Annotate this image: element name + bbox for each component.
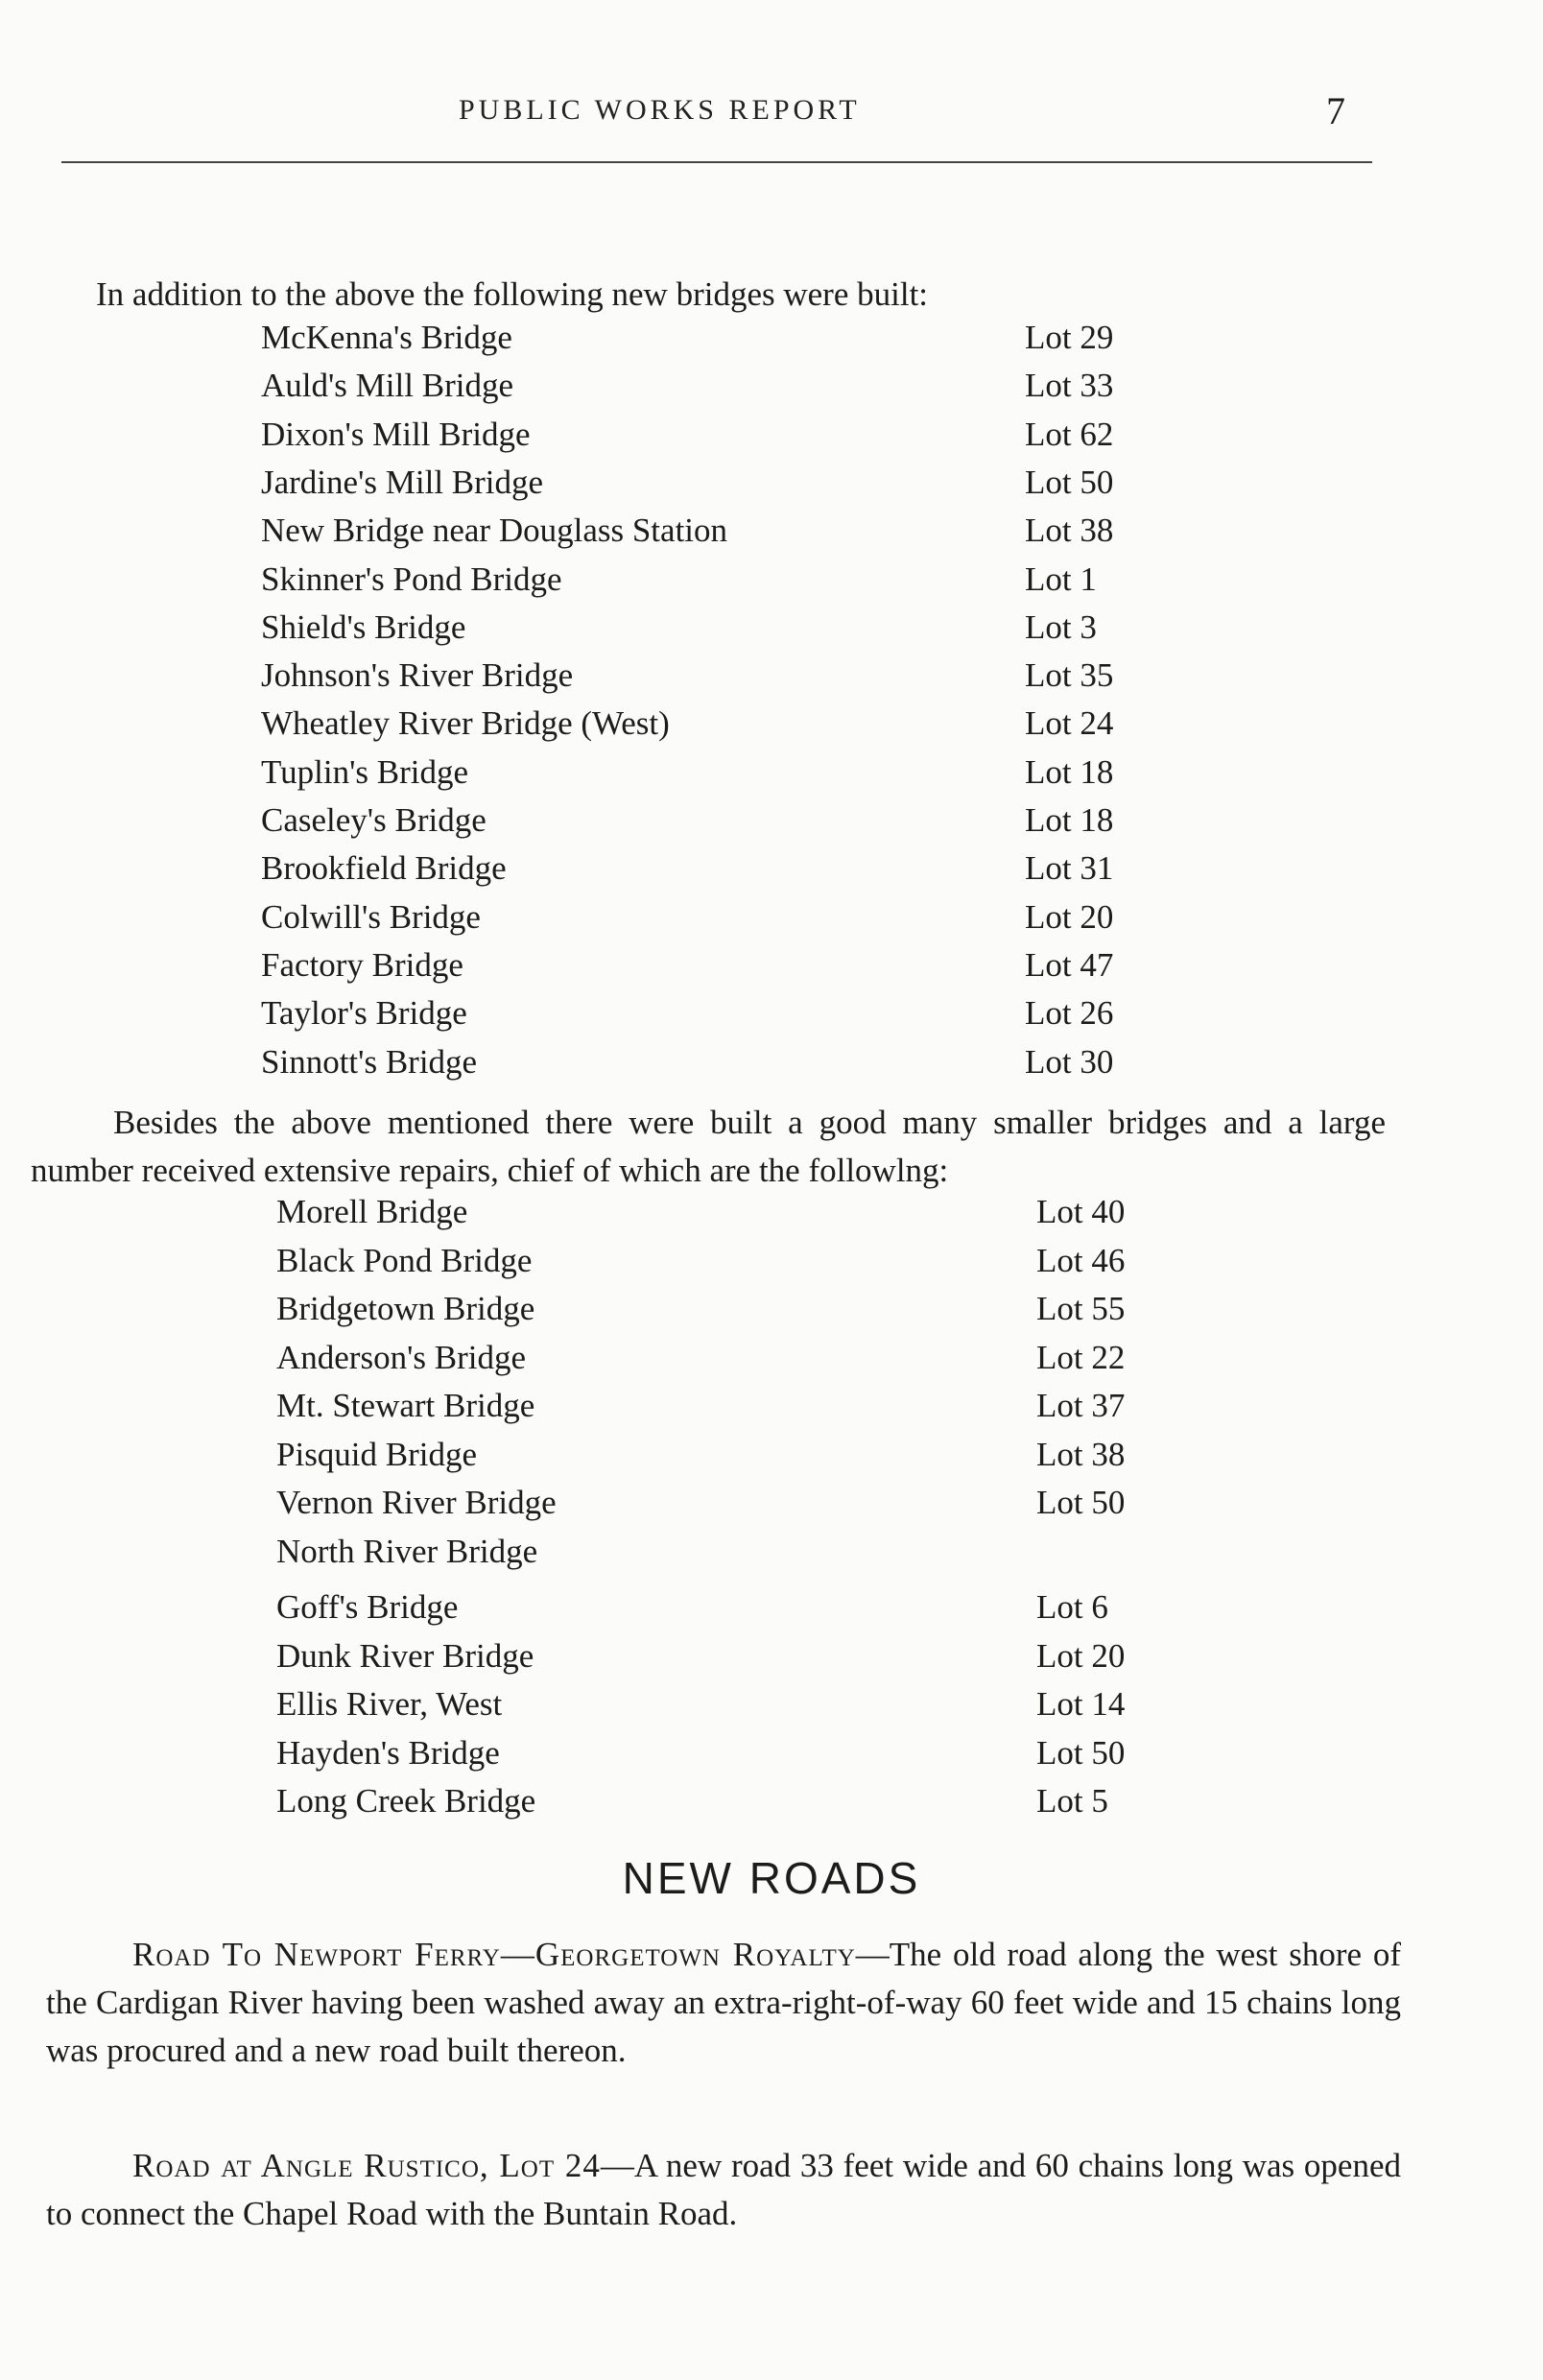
page-number: 7	[1326, 89, 1345, 132]
bridge-lot: Lot 62	[1025, 415, 1114, 453]
bridge-row	[0, 1436, 1543, 1484]
bridge-lot: Lot 40	[1036, 1193, 1126, 1230]
bridge-name: Factory Bridge	[261, 945, 463, 984]
bridge-name: Caseley's Bridge	[261, 801, 487, 839]
bridge-lot: Lot 24	[1025, 704, 1114, 743]
intro-paragraph-repairs: Besides the above mentioned there were built a good many smaller bridges and a large number received extensive repairs, chief of which are the followlng:	[31, 1104, 1386, 1189]
bridge-name: Anderson's Bridge	[276, 1338, 527, 1376]
bridge-lot: Lot 14	[1036, 1685, 1126, 1723]
bridge-name: McKenna's Bridge	[261, 319, 512, 356]
bridge-lot: Lot 20	[1036, 1636, 1126, 1675]
bridge-name: Tuplin's Bridge	[261, 752, 469, 791]
bridge-lot: Lot 50	[1036, 1733, 1126, 1772]
bridge-row	[0, 704, 1543, 752]
bridge-name: Dunk River Bridge	[276, 1636, 534, 1675]
bridge-lot: Lot 18	[1025, 752, 1114, 791]
bridge-lot: Lot 37	[1036, 1387, 1126, 1424]
bridge-lot: Lot 47	[1025, 945, 1114, 984]
bridge-row	[0, 801, 1543, 849]
bridge-row	[0, 946, 1543, 994]
bridge-name: Johnson's River Bridge	[261, 656, 574, 695]
bridge-row	[0, 1193, 1543, 1241]
bridge-name: Auld's Mill Bridge	[261, 367, 513, 405]
bridge-lot: Lot 50	[1036, 1484, 1126, 1521]
bridge-lot: Lot 35	[1025, 656, 1114, 695]
bridge-name: Mt. Stewart Bridge	[276, 1387, 535, 1424]
bridge-name: Morell Bridge	[276, 1193, 468, 1230]
intro-paragraph-new-bridges: In addition to the above the following new bridges were built:	[96, 275, 929, 313]
bridge-name: Pisquid Bridge	[276, 1435, 478, 1473]
bridge-row	[0, 1533, 1543, 1581]
running-title: PUBLIC WORKS REPORT	[459, 94, 861, 126]
bridge-row	[0, 464, 1543, 512]
bridge-name: Black Pond Bridge	[276, 1241, 533, 1279]
section-heading-new-roads: NEW ROADS	[622, 1853, 921, 1903]
bridge-lot: Lot 3	[1025, 607, 1097, 646]
bridge-name: Hayden's Bridge	[276, 1733, 500, 1772]
bridge-row	[0, 1339, 1543, 1387]
bridge-row	[0, 560, 1543, 608]
road-title: Road To Newport Ferry—Georgetown Royalty	[132, 1936, 856, 1973]
bridge-row	[0, 849, 1543, 897]
bridge-name: Dixon's Mill Bridge	[261, 415, 531, 453]
bridge-lot: Lot 55	[1036, 1290, 1126, 1327]
bridge-row	[0, 1043, 1543, 1091]
road-text: —A new road 33 feet wide and 60 chains long was opened to connect the Chapel Road with the Buntain Road.	[46, 2147, 1401, 2232]
bridge-row	[0, 1242, 1543, 1290]
bridge-row	[0, 367, 1543, 415]
bridge-lot: Lot 46	[1036, 1241, 1126, 1279]
bridge-row	[0, 1782, 1543, 1830]
bridge-name: Wheatley River Bridge (West)	[261, 704, 670, 743]
bridge-row	[0, 1588, 1543, 1636]
bridge-lot: Lot 22	[1036, 1338, 1126, 1376]
bridge-name: Skinner's Pond Bridge	[261, 559, 562, 598]
bridge-name: North River Bridge	[276, 1532, 538, 1570]
bridge-row	[0, 1387, 1543, 1435]
bridge-name: New Bridge near Douglass Station	[261, 512, 728, 550]
bridge-row	[0, 994, 1543, 1042]
bridge-lot: Lot 18	[1025, 801, 1114, 839]
bridge-lot: Lot 5	[1036, 1782, 1108, 1820]
bridge-name: Shield's Bridge	[261, 607, 466, 646]
bridge-row	[0, 416, 1543, 464]
bridge-row	[0, 898, 1543, 946]
bridge-row	[0, 608, 1543, 656]
bridge-lot: Lot 29	[1025, 319, 1114, 356]
bridge-lot: Lot 30	[1025, 1042, 1114, 1081]
bridge-lot: Lot 38	[1036, 1435, 1126, 1473]
bridge-name: Ellis River, West	[276, 1685, 503, 1723]
bridge-name: Brookfield Bridge	[261, 849, 507, 888]
bridge-lot: Lot 50	[1025, 463, 1114, 501]
bridge-name: Colwill's Bridge	[261, 897, 481, 936]
bridge-row	[0, 512, 1543, 559]
running-header	[0, 89, 1543, 142]
bridge-row	[0, 1637, 1543, 1685]
road-title: Road at Angle Rustico, Lot 24	[132, 2147, 601, 2184]
bridge-name: Long Creek Bridge	[276, 1782, 536, 1820]
bridge-row	[0, 1685, 1543, 1733]
bridge-row	[0, 753, 1543, 801]
road-text: —The old road along the west shore of the Cardigan River having been washed away an extra-right-of-way 60 feet wide and 15 chains long was procured and a new road built thereon.	[46, 1936, 1401, 2069]
bridge-name: Vernon River Bridge	[276, 1484, 557, 1521]
bridge-row	[0, 656, 1543, 704]
bridge-lot: Lot 31	[1025, 849, 1114, 888]
header-rule	[61, 161, 1372, 163]
bridge-lot: Lot 33	[1025, 367, 1114, 405]
bridge-row	[0, 1290, 1543, 1338]
bridge-lot: Lot 1	[1025, 559, 1097, 598]
bridge-name: Taylor's Bridge	[261, 994, 467, 1033]
road-paragraph-newport-ferry	[46, 1931, 1401, 2075]
bridge-row	[0, 1734, 1543, 1782]
bridge-row	[0, 1484, 1543, 1532]
bridge-lot: Lot 38	[1025, 512, 1114, 550]
bridge-row	[0, 319, 1543, 367]
bridge-lot: Lot 6	[1036, 1588, 1108, 1626]
bridge-lot: Lot 26	[1025, 994, 1114, 1033]
bridge-name: Goff's Bridge	[276, 1588, 459, 1626]
bridge-name: Jardine's Mill Bridge	[261, 463, 544, 501]
bridge-lot: Lot 20	[1025, 897, 1114, 936]
bridge-name: Bridgetown Bridge	[276, 1290, 535, 1327]
road-paragraph-angle-rustico	[46, 2142, 1401, 2238]
bridge-name: Sinnott's Bridge	[261, 1042, 478, 1081]
